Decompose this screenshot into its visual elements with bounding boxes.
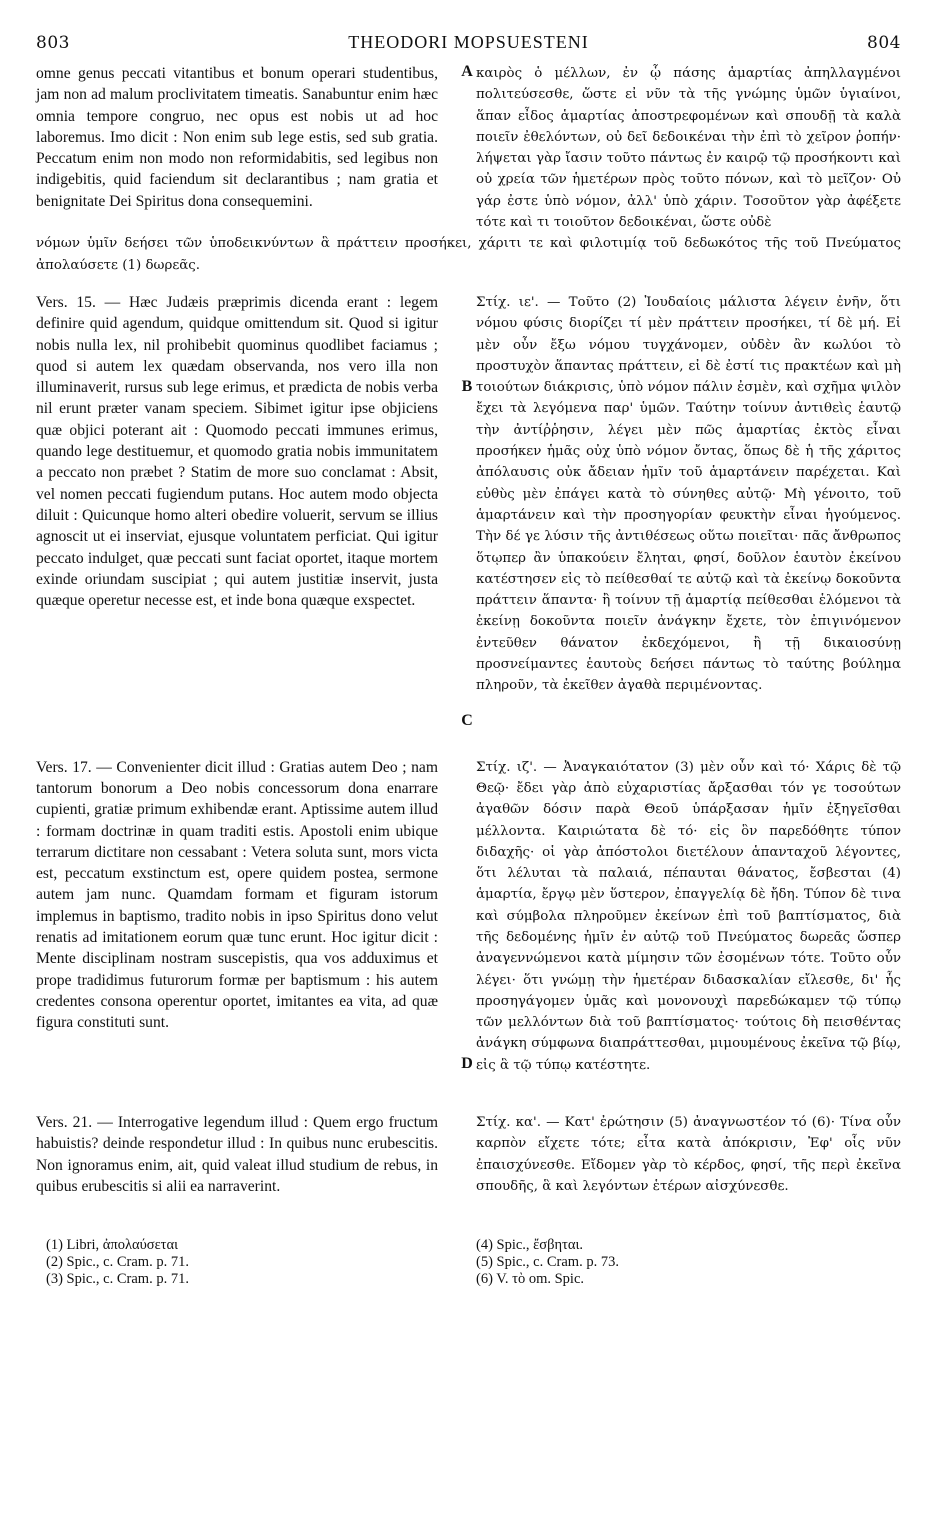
right-page-number: 804 [867,33,901,53]
latin-intro: omne genus peccati vitantibus et bonum operari studentibus, jam non ad malum proclivitatem timeatis. Sanabuntur enim hæc omnia tempore congruo, nec opus est nobis ut ad hoc laboremus. Imo dicit : Non enim sub lege estis, sed sub gratia. Peccatum enim non modo non reformidabitis, sed legibus non indigebitis, quid faciendum sit declarantibus ; nam gratia et benignitate Dei Spiritus dona consequemini. [36,65,438,210]
greek-vers-17: Στίχ. ιζ'. — Ἀναγκαιότατον (3) μὲν οὖν καὶ τό· Χάρις δὲ τῷ Θεῷ· ἔδει γὰρ ἀπὸ εὐχαριστίας ἄρξασθαι τόν γε τοσούτων ἀγαθῶν δόσιν παρὰ Θεοῦ ὑπάρξασαν ἡμῖν ἐξηγεῖσθαι μέλλοντα. Καιριώτατα δὲ τό· εἰς ὃν παρεδόθητε τύπον διδαχῆς· οἱ γὰρ ἀπόστολοι διετέλουν ἁπανταχοῦ λέγοντες, ὅτι λέλυται τὰ παλαιά, πέπαυται θάνατος, ἔσβεσται (4) ἁμαρτία, ἔργῳ μὲν ὕστερον, ἐπαγγελίᾳ δὲ ἤδη. Τύπον δὲ τινα καὶ σύμβολα πληροῦμεν ἐκείνων ἐπὶ τοῦ βαπτίσματος, διὰ τῆς δεδομένης ἡμῖν ἐν αὐτῷ τοῦ Πνεύματος δωρεᾶς ὥσπερ ἀναγεννώμενοι κατὰ μίμησιν τῶν ἐσομένων τότε. Τοῦτο οὖν λέγει· ὅτι γνώμῃ τὴν ἡμετέραν διδασκαλίαν εἴλεσθε, δι' ἧς προσηγάγομεν ὑμᾶς καὶ μονονουχὶ παρεδώκαμεν τῷ τύπῳ τῶν μελλόντων διὰ τοῦ βαπτίσματος· τούτοις δὴ πεισθέντας ἀνάγκη σύμφωνα διαπράττεσθαι, μιμουμένους ἐκεῖνα τῷ βίῳ, εἰς ἃ τῷ τύπῳ κατέστητε. [476,759,901,1073]
left-page-number: 803 [36,33,70,53]
running-title: THEODORI MOPSUESTENI [348,32,589,52]
footnote: (1) Libri, ἀπολαύσεται [46,1237,178,1254]
greek-vers-21: Στίχ. κα'. — Κατ' ἐρώτησιν (5) ἀναγνωστέον τό (6)· Τίνα οὖν καρπὸν εἴχετε τότε; εἶτα κατὰ ἀπόκρισιν, Ἐφ' οἷς νῦν ἐπαισχύνεσθε. Εἴδομεν γὰρ τὸ κέρδος, φησί, τῆς περὶ ἐκεῖνα σπουδῆς, ἃ καὶ λεγόντων ἑτέρων αἰσχύνεσθε. [476,1115,901,1194]
margin-mark-c: C [461,711,473,729]
margin-mark-b: B [461,377,473,395]
greek-continuation: νόμων ὑμῖν δεήσει τῶν ὑποδεικνύντων ἃ πράττειν προσήκει, χάριτι τε καὶ φιλοτιμίᾳ τοῦ δεδωκότος τῆς τοῦ Πνεύματος ἀπολαύσετε (1) δωρεᾶς. [36,236,901,273]
greek-vers-15: Στίχ. ιε'. — Τοῦτο (2) Ἰουδαίοις μάλιστα λέγειν ἐνῆν, ὅτι νόμου φύσις διορίζει τί μὲν πράττειν προσήκει, τί δὲ μή. Εἰ μὲν οὖν ἔξω νόμου τυγχάνομεν, οὐδὲν ἂν κωλύοι τὸ προστυχὸν ἅπαντας πράττειν, εἰ δὲ ἐστί τις πρακτέων καὶ μὴ τοιούτων διάκρισις, ὑπὸ νόμον πάλιν ἐσμὲν, καὶ σχῆμα ψιλὸν ἔχει τὰ λεγόμενα παρ' ὑμῶν. Ταύτην τοίνυν ἀντιθεὶς ἑαυτῷ τὴν ἀντίῤῥησιν, λέγει μὲν πῶς ἁμαρτίας ἐκτὸς εἶναι προσήκεν ἡμᾶς οὐχ ὑπὸ νόμον ὄντας, ὅπως δὲ ἡ τῆς χάριτος ἀπόλαυσις οὐκ ἄδειαν ἡμῖν τοῦ ἁμαρτάνειν παρέχεται. Καὶ εὐθὺς μὲν ἐπάγει κατὰ τὸ σύνηθες αὐτῷ· Μὴ γένοιτο, τοῦ ἁμαρτάνειν καὶ τὴν προσηγορίαν φευκτὴν εἶναι ἡγούμενος. Τὴν δέ γε λύσιν τῆς ἀντιθέσεως οὕτω ποιεῖται· πᾶς ἄνθρωπος ὅτῳπερ ἂν ὑπακούειν ἔληται, φησί, δοῦλον ἑαυτὸν ἐκείνου κατέστησεν εἰς τὸ πείθεσθαί τε αὐτῷ καὶ τὰ ἐκείνῳ δοκοῦντα πράττειν ἅπαντα· ἢ τοίνυν τῇ ἁμαρτίᾳ πείθεσθαι ἑλόμενοι τὰ ἐκείνῃ δοκοῦντα ποιεῖν ἀνάγκην ἔχετε, τὸν ἐπιγινόμενον ἐντεῦθεν θάνατον ἐκδεχόμενοι, ἢ τῇ δικαιοσύνῃ προσνείμαντες ἑαυτοὺς δεήσει πάντως τὸ ταύτης βούλημα πληροῦν, τὰ ἐκεῖθεν ἀγαθὰ περιμένοντας. [476,294,901,694]
greek-intro: καιρὸς ὁ μέλλων, ἐν ᾧ πάσης ἁμαρτίας ἀπηλλαγμένοι πολιτεύσεσθε, ὥστε εἰ νῦν τὰ τῆς γνώμης ὑμῶν ὑγιαίνοι, ἅπαν εἶδος ἁμαρτίας ἀποστρεφομένων καὶ σπουδῇ τὰ καλὰ ποιεῖν ἐθελόντων, οὐ δεῖ δεδοικέναι τὴν ἐπὶ τὸ χεῖρον ῥοπήν· λήψεται γὰρ ἴασιν τοῦτο πάντως ἐν καιρῷ τῷ προσήκοντι καὶ οὐ χρεία τῶν ἡμετέρων πρὸς τοῦτο πόνων, καὶ τὸ μεῖζον· Οὐ γάρ ἐστε ὑπὸ νόμον, ἀλλ' ὑπὸ χάριν. Τοσοῦτον γὰρ ἀφέξετε τότε καὶ τι τοιοῦτον δεδοικέναι, ὥστε οὐδὲ [476,66,901,231]
footnote: (6) V. τὸ om. Spic. [476,1271,585,1288]
margin-mark-d: D [461,1054,473,1072]
section-vers-15 [36,292,901,729]
footnotes-right [458,1237,901,1288]
section-vers-21 [36,1112,901,1197]
footnote: (5) Spic., c. Cram. p. 73. [476,1254,619,1271]
section-vers-17 [36,757,901,1076]
footnote: (2) Spic., c. Cram. p. 71. [46,1254,189,1271]
margin-mark-a: A [461,63,473,80]
latin-vers-21: Vers. 21. — Interrogative legendum illud : Quem ergo fructum habuistis? deinde respondetur illud : In quibus nunc erubescitis. Non ignoramus enim, ait, quid valeat illud studium de rebus, in quibus erubescitis si alii ea narraverint. [36,1114,438,1195]
latin-vers-17: Vers. 17. — Convenienter dicit illud : Gratias autem Deo ; nam tantorum bonorum a Deo nobis concessorum dona enarrare cupienti, gratiæ primum exhibendæ erant. Aptissime autem illud : formam doctrinæ in quam traditi estis. Apostoli enim ubique terrarum dictitare non cessabant : Vetera soluta sunt, mors victa est, peccatum exstinctum est, opere quidem postea, sermone autem jam nunc. Quamdam formam et figuram istorum implemus in baptismo, tradito nobis in ipso Spiritus dono velut renatis ad imitationem eorum quæ tunc erunt. Hoc igitur dicit : Mente disciplinam nostram suscepistis, qua vos adduximus et prope tradidimus futurorum formæ per baptismum : his autem credentes consona operentur oportet, imitantes ea vita, ad quæ figura constituti sunt. [36,758,438,1032]
section-intro [36,63,901,233]
page-header [36,32,901,53]
footnote: (4) Spic., ἔσβηται. [476,1237,584,1254]
latin-vers-15: Vers. 15. — Hæc Judæis præprimis dicenda erant : legem definire quid agendum, quidque omittendum sit. Quod si igitur nobis nulla lex, nil prohibebit quominus quodlibet faciamus ; quod si autem lex quædam observanda, nos vero illa non illuminaverit, rursus sub lege erimus, et prædicta de nobis verba nil erunt præter vanam speciem. Sibimet igitur ipse objiciens quæ objici poterant ait : Quomodo peccati immunes erimus, quando lege destituemur, et quomodo gratia nobis immunitatem a peccato non præbet ? Statim de more suo conclamat : Absit, vel nomen peccati fugiendum putans. Hoc autem modo objecta diluit : Quicunque homo alteri obedire voluerit, servum se illius agnoscit ut ei inserviat, ejusque voluntatem perficiat. Qui igitur peccato indulget, quæ peccati sunt faciat oportet, itaque mortem exinde oriundam suscipiat ; qui autem justitiæ inservit, justa quæque operetur necesse est, et inde bona quæque exspectet. [36,293,438,610]
footnotes [36,1237,901,1288]
footnotes-left [36,1237,458,1288]
footnote: (3) Spic., c. Cram. p. 71. [46,1271,189,1288]
